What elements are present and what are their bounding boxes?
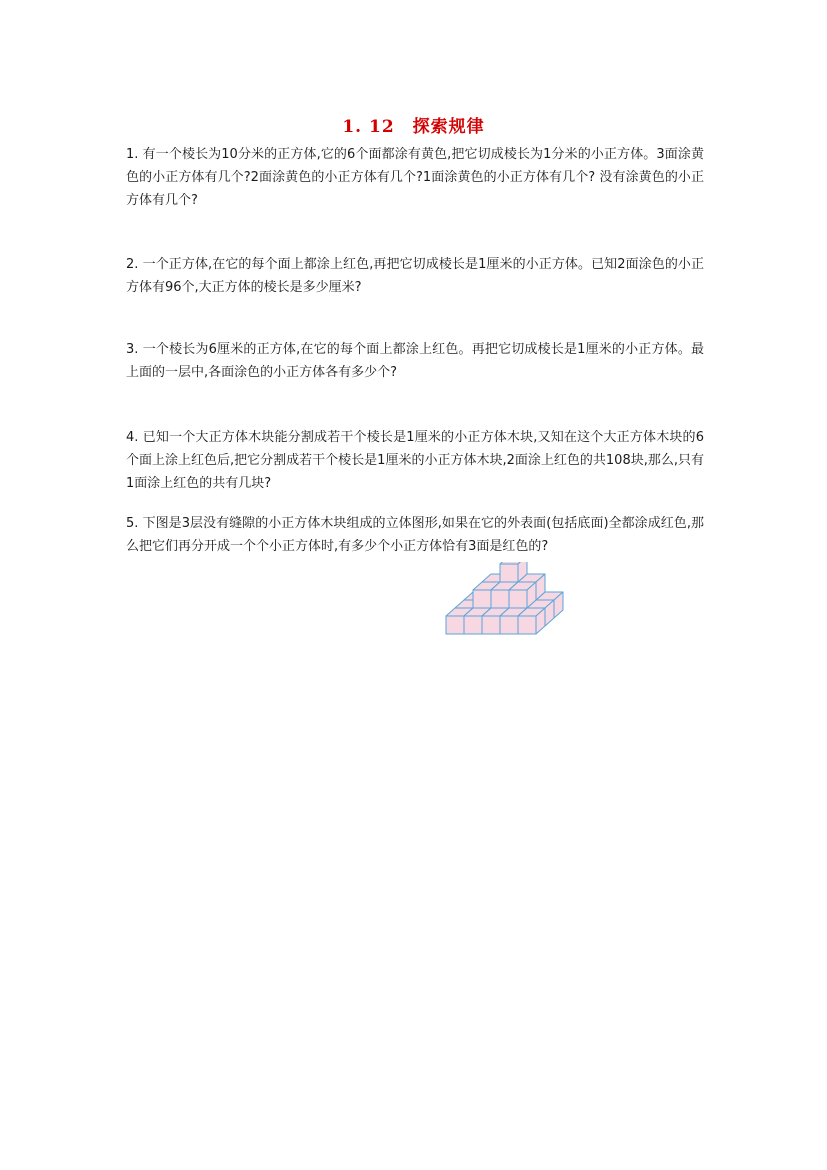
cube-front-face	[464, 616, 482, 634]
cube-front-face	[500, 616, 518, 634]
question-2: 2. 一个正方体,在它的每个面上都涂上红色,再把它切成棱长是1厘米的小正方体。已知2面涂色的小正方体有96个,大正方体的棱长是多少厘米?	[126, 257, 704, 295]
cube-front-face	[491, 590, 509, 608]
small-cube	[518, 608, 545, 634]
question-4: 4. 已知一个大正方体木块能分割成若干个棱长是1厘米的小正方体木块,又知在这个大正方体木块的6个面上涂上红色后,把它分割成若干个棱长是1厘米的小正方体木块,2面涂上红色的共108块,那么,只有1面涂上红色的共有几块?	[126, 430, 704, 491]
cube-front-face	[509, 590, 527, 608]
cube-front-face	[446, 616, 464, 634]
cube-pyramid-figure	[442, 562, 582, 638]
section-number: 1. 12	[342, 117, 395, 137]
small-cube	[509, 582, 536, 608]
cube-front-face	[518, 616, 536, 634]
question-5: 5. 下图是3层没有缝隙的小正方体木块组成的立体图形,如果在它的外表面(包括底面)全都涂成红色,那么把它们再分开成一个个小正方体时,有多少个小正方体恰有3面是红色的?	[126, 516, 704, 554]
section-title: 探索规律	[412, 117, 485, 137]
cube-front-face	[500, 564, 518, 582]
cube-front-face	[473, 590, 491, 608]
question-1: 1. 有一个棱长为10分米的正方体,它的6个面都涂有黄色,把它切成棱长为1分米的小正方体。3面涂黄色的小正方体有几个?2面涂黄色的小正方体有几个?1面涂黄色的小正方体有几个? 没有涂黄色的小正方体有几个?	[126, 147, 704, 208]
page-title	[0, 112, 827, 137]
question-3: 3. 一个棱长为6厘米的正方体,在它的每个面上都涂上红色。再把它切成棱长是1厘米的小正方体。最上面的一层中,各面涂色的小正方体各有多少个?	[126, 342, 704, 380]
cube-front-face	[482, 616, 500, 634]
